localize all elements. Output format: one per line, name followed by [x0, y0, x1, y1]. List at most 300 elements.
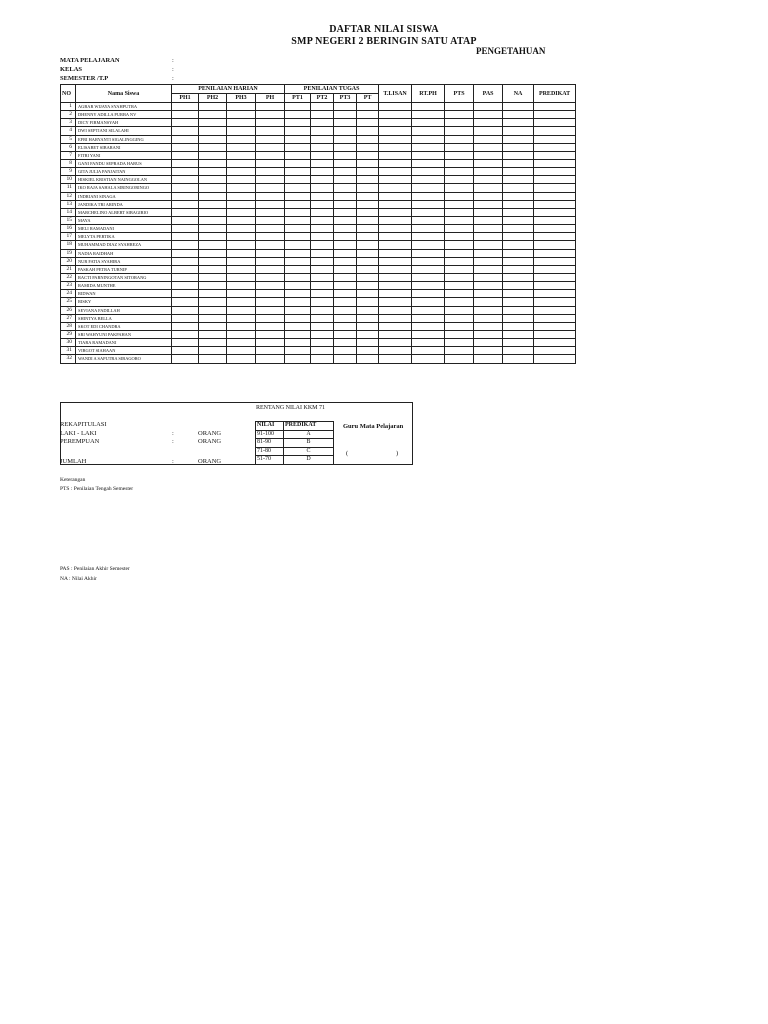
grade-cell[interactable]	[474, 200, 503, 208]
grade-cell[interactable]	[334, 135, 357, 143]
grade-cell[interactable]	[412, 249, 445, 257]
grade-cell[interactable]	[285, 127, 311, 135]
grade-cell[interactable]	[227, 265, 256, 273]
grade-cell[interactable]	[172, 282, 199, 290]
grade-cell[interactable]	[534, 273, 576, 281]
grade-cell[interactable]	[285, 347, 311, 355]
grade-cell[interactable]	[357, 265, 379, 273]
grade-cell[interactable]	[199, 192, 227, 200]
grade-cell[interactable]	[534, 339, 576, 347]
grade-cell[interactable]	[445, 103, 474, 111]
grade-cell[interactable]	[256, 159, 285, 167]
grade-cell[interactable]	[285, 151, 311, 159]
grade-cell[interactable]	[503, 216, 534, 224]
grade-cell[interactable]	[172, 298, 199, 306]
grade-cell[interactable]	[412, 176, 445, 184]
grade-cell[interactable]	[256, 249, 285, 257]
grade-cell[interactable]	[334, 290, 357, 298]
grade-cell[interactable]	[357, 208, 379, 216]
grade-cell[interactable]	[474, 216, 503, 224]
grade-cell[interactable]	[334, 216, 357, 224]
grade-cell[interactable]	[534, 282, 576, 290]
grade-cell[interactable]	[445, 306, 474, 314]
grade-cell[interactable]	[445, 135, 474, 143]
grade-cell[interactable]	[379, 233, 412, 241]
grade-cell[interactable]	[311, 314, 334, 322]
grade-cell[interactable]	[334, 111, 357, 119]
grade-cell[interactable]	[285, 119, 311, 127]
grade-cell[interactable]	[172, 355, 199, 363]
grade-cell[interactable]	[445, 200, 474, 208]
grade-cell[interactable]	[285, 135, 311, 143]
grade-cell[interactable]	[474, 176, 503, 184]
grade-cell[interactable]	[285, 257, 311, 265]
grade-cell[interactable]	[311, 208, 334, 216]
grade-cell[interactable]	[227, 208, 256, 216]
grade-cell[interactable]	[534, 257, 576, 265]
grade-cell[interactable]	[379, 347, 412, 355]
grade-cell[interactable]	[379, 314, 412, 322]
grade-cell[interactable]	[412, 184, 445, 192]
grade-cell[interactable]	[534, 306, 576, 314]
grade-cell[interactable]	[534, 290, 576, 298]
grade-cell[interactable]	[334, 273, 357, 281]
grade-cell[interactable]	[534, 265, 576, 273]
grade-cell[interactable]	[227, 200, 256, 208]
grade-cell[interactable]	[534, 168, 576, 176]
grade-cell[interactable]	[357, 119, 379, 127]
grade-cell[interactable]	[285, 241, 311, 249]
grade-cell[interactable]	[256, 208, 285, 216]
grade-cell[interactable]	[445, 322, 474, 330]
grade-cell[interactable]	[379, 257, 412, 265]
grade-cell[interactable]	[474, 151, 503, 159]
grade-cell[interactable]	[334, 200, 357, 208]
grade-cell[interactable]	[474, 233, 503, 241]
grade-cell[interactable]	[172, 192, 199, 200]
grade-cell[interactable]	[334, 176, 357, 184]
grade-cell[interactable]	[379, 330, 412, 338]
grade-cell[interactable]	[412, 355, 445, 363]
grade-cell[interactable]	[503, 200, 534, 208]
grade-cell[interactable]	[357, 355, 379, 363]
grade-cell[interactable]	[445, 355, 474, 363]
grade-cell[interactable]	[256, 233, 285, 241]
grade-cell[interactable]	[199, 306, 227, 314]
grade-cell[interactable]	[199, 216, 227, 224]
grade-cell[interactable]	[334, 355, 357, 363]
grade-cell[interactable]	[227, 355, 256, 363]
grade-cell[interactable]	[534, 192, 576, 200]
grade-cell[interactable]	[534, 119, 576, 127]
grade-cell[interactable]	[445, 265, 474, 273]
grade-cell[interactable]	[474, 103, 503, 111]
grade-cell[interactable]	[227, 347, 256, 355]
grade-cell[interactable]	[412, 330, 445, 338]
grade-cell[interactable]	[285, 143, 311, 151]
grade-cell[interactable]	[285, 314, 311, 322]
grade-cell[interactable]	[256, 339, 285, 347]
grade-cell[interactable]	[357, 347, 379, 355]
grade-cell[interactable]	[172, 257, 199, 265]
grade-cell[interactable]	[172, 151, 199, 159]
grade-cell[interactable]	[227, 119, 256, 127]
grade-cell[interactable]	[285, 225, 311, 233]
grade-cell[interactable]	[227, 225, 256, 233]
grade-cell[interactable]	[311, 265, 334, 273]
grade-cell[interactable]	[379, 298, 412, 306]
grade-cell[interactable]	[474, 119, 503, 127]
grade-cell[interactable]	[256, 111, 285, 119]
grade-cell[interactable]	[445, 127, 474, 135]
grade-cell[interactable]	[503, 208, 534, 216]
grade-cell[interactable]	[256, 322, 285, 330]
grade-cell[interactable]	[474, 273, 503, 281]
grade-cell[interactable]	[503, 249, 534, 257]
grade-cell[interactable]	[199, 111, 227, 119]
grade-cell[interactable]	[412, 216, 445, 224]
grade-cell[interactable]	[311, 233, 334, 241]
grade-cell[interactable]	[311, 225, 334, 233]
grade-cell[interactable]	[199, 298, 227, 306]
grade-cell[interactable]	[227, 103, 256, 111]
grade-cell[interactable]	[503, 241, 534, 249]
grade-cell[interactable]	[227, 273, 256, 281]
grade-cell[interactable]	[285, 208, 311, 216]
grade-cell[interactable]	[503, 111, 534, 119]
grade-cell[interactable]	[285, 265, 311, 273]
grade-cell[interactable]	[334, 119, 357, 127]
grade-cell[interactable]	[172, 135, 199, 143]
grade-cell[interactable]	[445, 119, 474, 127]
grade-cell[interactable]	[357, 330, 379, 338]
grade-cell[interactable]	[445, 298, 474, 306]
grade-cell[interactable]	[172, 339, 199, 347]
grade-cell[interactable]	[379, 135, 412, 143]
grade-cell[interactable]	[503, 176, 534, 184]
grade-cell[interactable]	[199, 184, 227, 192]
grade-cell[interactable]	[474, 111, 503, 119]
grade-cell[interactable]	[199, 290, 227, 298]
grade-cell[interactable]	[379, 184, 412, 192]
grade-cell[interactable]	[334, 184, 357, 192]
grade-cell[interactable]	[379, 119, 412, 127]
grade-cell[interactable]	[311, 347, 334, 355]
grade-cell[interactable]	[474, 330, 503, 338]
grade-cell[interactable]	[357, 225, 379, 233]
grade-cell[interactable]	[334, 265, 357, 273]
grade-cell[interactable]	[227, 339, 256, 347]
grade-cell[interactable]	[227, 241, 256, 249]
grade-cell[interactable]	[445, 282, 474, 290]
grade-cell[interactable]	[172, 314, 199, 322]
grade-cell[interactable]	[357, 249, 379, 257]
grade-cell[interactable]	[379, 249, 412, 257]
grade-cell[interactable]	[379, 282, 412, 290]
grade-cell[interactable]	[311, 135, 334, 143]
grade-cell[interactable]	[503, 119, 534, 127]
grade-cell[interactable]	[334, 347, 357, 355]
grade-cell[interactable]	[311, 111, 334, 119]
grade-cell[interactable]	[334, 241, 357, 249]
grade-cell[interactable]	[199, 322, 227, 330]
grade-cell[interactable]	[412, 257, 445, 265]
grade-cell[interactable]	[412, 322, 445, 330]
grade-cell[interactable]	[172, 273, 199, 281]
grade-cell[interactable]	[285, 282, 311, 290]
grade-cell[interactable]	[334, 322, 357, 330]
grade-cell[interactable]	[445, 159, 474, 167]
grade-cell[interactable]	[412, 265, 445, 273]
grade-cell[interactable]	[445, 225, 474, 233]
grade-cell[interactable]	[256, 176, 285, 184]
grade-cell[interactable]	[534, 127, 576, 135]
grade-cell[interactable]	[534, 111, 576, 119]
grade-cell[interactable]	[503, 355, 534, 363]
grade-cell[interactable]	[534, 159, 576, 167]
grade-cell[interactable]	[285, 216, 311, 224]
grade-cell[interactable]	[412, 159, 445, 167]
grade-cell[interactable]	[379, 225, 412, 233]
grade-cell[interactable]	[445, 249, 474, 257]
grade-cell[interactable]	[474, 135, 503, 143]
grade-cell[interactable]	[534, 184, 576, 192]
grade-cell[interactable]	[357, 111, 379, 119]
grade-cell[interactable]	[334, 339, 357, 347]
grade-cell[interactable]	[412, 290, 445, 298]
grade-cell[interactable]	[503, 225, 534, 233]
grade-cell[interactable]	[172, 233, 199, 241]
grade-cell[interactable]	[172, 290, 199, 298]
grade-cell[interactable]	[227, 257, 256, 265]
grade-cell[interactable]	[474, 347, 503, 355]
grade-cell[interactable]	[503, 273, 534, 281]
grade-cell[interactable]	[379, 168, 412, 176]
grade-cell[interactable]	[357, 298, 379, 306]
grade-cell[interactable]	[311, 119, 334, 127]
grade-cell[interactable]	[172, 200, 199, 208]
grade-cell[interactable]	[412, 314, 445, 322]
grade-cell[interactable]	[379, 355, 412, 363]
grade-cell[interactable]	[534, 249, 576, 257]
grade-cell[interactable]	[412, 151, 445, 159]
grade-cell[interactable]	[311, 330, 334, 338]
grade-cell[interactable]	[256, 192, 285, 200]
grade-cell[interactable]	[503, 143, 534, 151]
grade-cell[interactable]	[172, 225, 199, 233]
grade-cell[interactable]	[172, 176, 199, 184]
grade-cell[interactable]	[311, 143, 334, 151]
grade-cell[interactable]	[256, 265, 285, 273]
grade-cell[interactable]	[285, 355, 311, 363]
grade-cell[interactable]	[199, 282, 227, 290]
grade-cell[interactable]	[285, 184, 311, 192]
grade-cell[interactable]	[199, 257, 227, 265]
grade-cell[interactable]	[503, 184, 534, 192]
grade-cell[interactable]	[172, 322, 199, 330]
grade-cell[interactable]	[412, 306, 445, 314]
grade-cell[interactable]	[474, 168, 503, 176]
grade-cell[interactable]	[357, 151, 379, 159]
grade-cell[interactable]	[474, 282, 503, 290]
grade-cell[interactable]	[412, 282, 445, 290]
grade-cell[interactable]	[503, 265, 534, 273]
grade-cell[interactable]	[503, 159, 534, 167]
grade-cell[interactable]	[285, 200, 311, 208]
grade-cell[interactable]	[256, 241, 285, 249]
grade-cell[interactable]	[503, 168, 534, 176]
grade-cell[interactable]	[412, 119, 445, 127]
grade-cell[interactable]	[256, 127, 285, 135]
grade-cell[interactable]	[172, 208, 199, 216]
grade-cell[interactable]	[412, 135, 445, 143]
grade-cell[interactable]	[357, 306, 379, 314]
grade-cell[interactable]	[534, 330, 576, 338]
grade-cell[interactable]	[199, 200, 227, 208]
grade-cell[interactable]	[256, 314, 285, 322]
grade-cell[interactable]	[256, 184, 285, 192]
grade-cell[interactable]	[357, 216, 379, 224]
grade-cell[interactable]	[285, 103, 311, 111]
grade-cell[interactable]	[199, 151, 227, 159]
grade-cell[interactable]	[445, 184, 474, 192]
grade-cell[interactable]	[474, 159, 503, 167]
grade-cell[interactable]	[285, 249, 311, 257]
grade-cell[interactable]	[379, 265, 412, 273]
grade-cell[interactable]	[379, 111, 412, 119]
grade-cell[interactable]	[503, 103, 534, 111]
grade-cell[interactable]	[285, 233, 311, 241]
grade-cell[interactable]	[412, 192, 445, 200]
grade-cell[interactable]	[379, 216, 412, 224]
grade-cell[interactable]	[285, 339, 311, 347]
grade-cell[interactable]	[357, 168, 379, 176]
grade-cell[interactable]	[199, 208, 227, 216]
grade-cell[interactable]	[311, 282, 334, 290]
grade-cell[interactable]	[199, 159, 227, 167]
grade-cell[interactable]	[534, 151, 576, 159]
grade-cell[interactable]	[534, 347, 576, 355]
grade-cell[interactable]	[445, 314, 474, 322]
grade-cell[interactable]	[379, 322, 412, 330]
grade-cell[interactable]	[256, 225, 285, 233]
grade-cell[interactable]	[445, 208, 474, 216]
grade-cell[interactable]	[256, 216, 285, 224]
grade-cell[interactable]	[199, 127, 227, 135]
grade-cell[interactable]	[445, 216, 474, 224]
grade-cell[interactable]	[285, 298, 311, 306]
grade-cell[interactable]	[474, 290, 503, 298]
grade-cell[interactable]	[379, 273, 412, 281]
grade-cell[interactable]	[334, 249, 357, 257]
grade-cell[interactable]	[334, 330, 357, 338]
grade-cell[interactable]	[412, 347, 445, 355]
grade-cell[interactable]	[379, 208, 412, 216]
grade-cell[interactable]	[534, 322, 576, 330]
grade-cell[interactable]	[379, 127, 412, 135]
grade-cell[interactable]	[311, 355, 334, 363]
grade-cell[interactable]	[311, 127, 334, 135]
grade-cell[interactable]	[199, 119, 227, 127]
grade-cell[interactable]	[199, 143, 227, 151]
grade-cell[interactable]	[445, 257, 474, 265]
grade-cell[interactable]	[357, 257, 379, 265]
grade-cell[interactable]	[503, 135, 534, 143]
grade-cell[interactable]	[227, 192, 256, 200]
grade-cell[interactable]	[503, 330, 534, 338]
grade-cell[interactable]	[227, 322, 256, 330]
grade-cell[interactable]	[445, 143, 474, 151]
grade-cell[interactable]	[256, 290, 285, 298]
grade-cell[interactable]	[357, 184, 379, 192]
grade-cell[interactable]	[285, 273, 311, 281]
grade-cell[interactable]	[172, 249, 199, 257]
grade-cell[interactable]	[172, 347, 199, 355]
grade-cell[interactable]	[412, 298, 445, 306]
grade-cell[interactable]	[172, 103, 199, 111]
grade-cell[interactable]	[256, 119, 285, 127]
grade-cell[interactable]	[534, 103, 576, 111]
grade-cell[interactable]	[503, 339, 534, 347]
grade-cell[interactable]	[311, 273, 334, 281]
grade-cell[interactable]	[256, 298, 285, 306]
grade-cell[interactable]	[311, 151, 334, 159]
grade-cell[interactable]	[311, 168, 334, 176]
grade-cell[interactable]	[256, 330, 285, 338]
grade-cell[interactable]	[199, 233, 227, 241]
grade-cell[interactable]	[357, 127, 379, 135]
grade-cell[interactable]	[199, 168, 227, 176]
grade-cell[interactable]	[334, 298, 357, 306]
grade-cell[interactable]	[357, 192, 379, 200]
grade-cell[interactable]	[445, 111, 474, 119]
grade-cell[interactable]	[334, 103, 357, 111]
grade-cell[interactable]	[311, 184, 334, 192]
grade-cell[interactable]	[227, 111, 256, 119]
grade-cell[interactable]	[227, 135, 256, 143]
grade-cell[interactable]	[256, 273, 285, 281]
grade-cell[interactable]	[357, 241, 379, 249]
grade-cell[interactable]	[357, 233, 379, 241]
grade-cell[interactable]	[285, 330, 311, 338]
grade-cell[interactable]	[357, 200, 379, 208]
grade-cell[interactable]	[285, 192, 311, 200]
grade-cell[interactable]	[534, 241, 576, 249]
grade-cell[interactable]	[357, 135, 379, 143]
grade-cell[interactable]	[474, 127, 503, 135]
grade-cell[interactable]	[412, 127, 445, 135]
grade-cell[interactable]	[445, 330, 474, 338]
grade-cell[interactable]	[227, 176, 256, 184]
grade-cell[interactable]	[256, 103, 285, 111]
grade-cell[interactable]	[379, 306, 412, 314]
grade-cell[interactable]	[474, 208, 503, 216]
grade-cell[interactable]	[227, 168, 256, 176]
grade-cell[interactable]	[379, 103, 412, 111]
grade-cell[interactable]	[227, 127, 256, 135]
grade-cell[interactable]	[227, 290, 256, 298]
grade-cell[interactable]	[412, 241, 445, 249]
grade-cell[interactable]	[357, 314, 379, 322]
grade-cell[interactable]	[285, 159, 311, 167]
grade-cell[interactable]	[256, 151, 285, 159]
grade-cell[interactable]	[311, 306, 334, 314]
grade-cell[interactable]	[227, 151, 256, 159]
grade-cell[interactable]	[172, 241, 199, 249]
grade-cell[interactable]	[199, 249, 227, 257]
grade-cell[interactable]	[474, 306, 503, 314]
grade-cell[interactable]	[503, 314, 534, 322]
